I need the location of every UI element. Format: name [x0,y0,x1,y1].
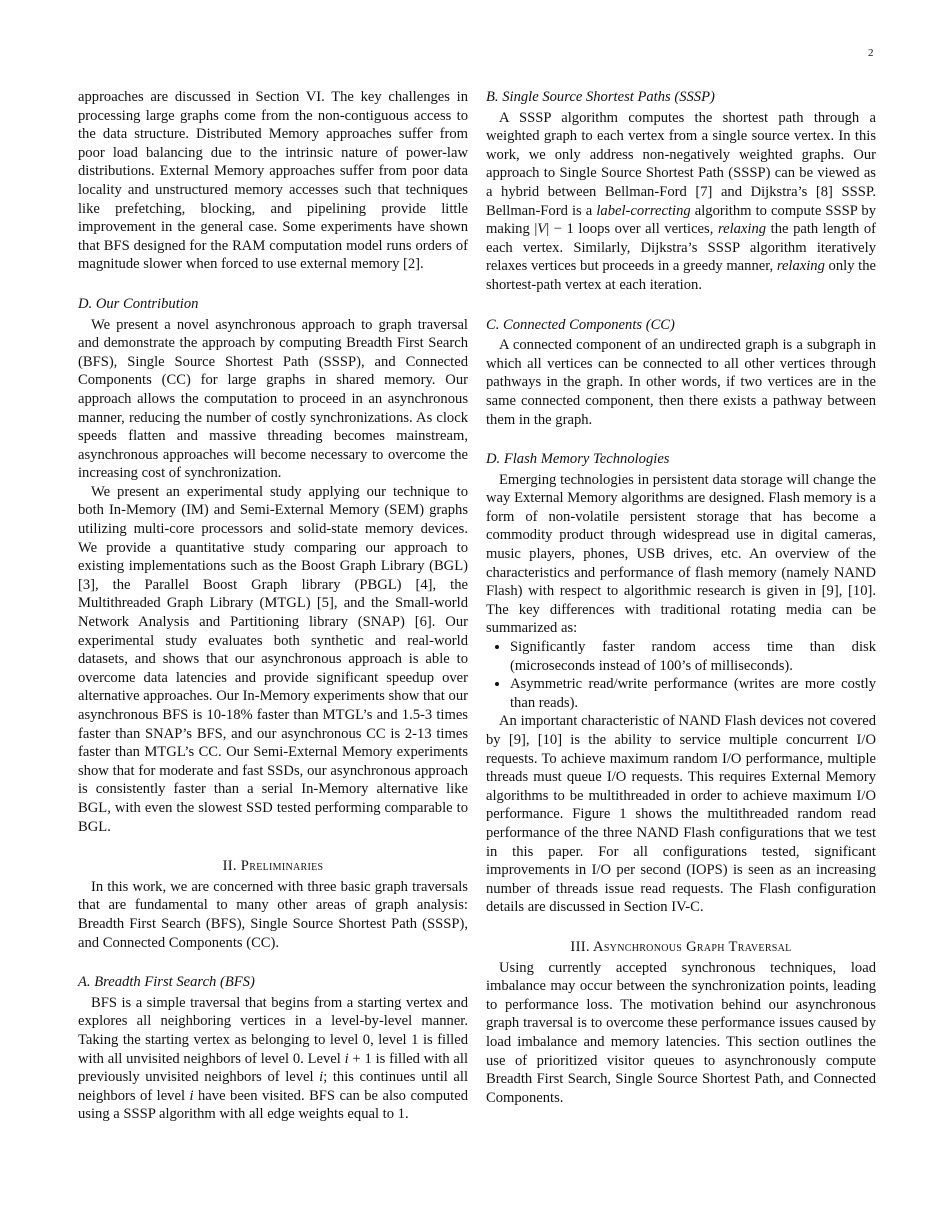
text-segment: | − 1 loops over all vertices, [546,221,718,238]
paragraph-intro [78,88,468,274]
italic-text: relaxing [776,258,825,275]
italic-text: i [344,1050,349,1067]
page-number: 2 [868,47,874,59]
paragraph-preliminaries [78,878,468,952]
text-segment: A connected component of an undirected graph is a subgraph in which all vertices can be connected to all other vertices through pathways in the graph. In other words, if two vertices are in the same connected component, then there exists a pathway between them in the graph. [486,337,876,428]
italic-text: relaxing [717,221,767,238]
text-segment: A SSSP algorithm computes the shortest path through a weighted graph to each vertex from a single source vertex. In this work, we only address non-negatively weighted graphs. Our approach to Single Source Shortest Path (SSSP) can be viewed as a hybrid between Bellman-Ford [7] and Dijkstra’s [8] SSSP. Bellman-Ford is a [486,109,876,219]
list-item: • Asymmetric read/write performance (writes are more costly than reads). [510,675,876,712]
text-segment: An important characteristic of NAND Flash devices not covered by [9], [10] is the ability to service multiple concurrent I/O requests. To achieve maximum random I/O performance, multiple threads must queue I/O requests. This requires External Memory algorithms to be multithreaded in order to achieve maximum I/O performance. Figure 1 shows the multithreaded random read performance of the three NAND Flash configurations that we test in this paper. For all configurations tested, significant improvements in I/O per second (IOPS) is seen as an increasing number of threads issue read requests. The Flash configuration details are discussed in Section IV-C. [486,713,876,916]
heading-cc: C. Connected Components (CC) [486,316,675,333]
right-column [486,88,876,1107]
paragraph-bfs [78,994,468,1124]
heading-preliminaries: II. Preliminaries [222,858,324,875]
heading-our-contribution: D. Our Contribution [78,295,199,312]
italic-text: label-correcting [596,202,691,219]
paragraph-flash-1 [486,471,876,638]
text-segment: In this work, we are concerned with three basic graph traversals that are fundamental to many other areas of graph analysis: Breadth First Search (BFS), Single Source Shortest Path (SSSP), and Connected Components (CC). [78,878,468,951]
paragraph-contribution-2 [78,483,468,836]
text-segment: Emerging technologies in persistent data storage will change the way External Memory algorithms are designed. Flash memory is a form of non-volatile persistent storage that has become a commodity product through widespread use in digital cameras, music players, phones, USB drives, etc. An overview of the characteristics and performance of flash memory (namely NAND Flash) with respect to algorithmic research is given in [9], [10]. The key differences with traditional rotating media can be summarized as: [486,471,876,637]
italic-text: i [189,1087,194,1104]
text-segment: have been visited. BFS can be also computed using a SSSP algorithm with all edge weights equal to 1. [78,1087,468,1123]
text-segment: We present an experimental study applying our technique to both In-Memory (IM) and Semi-External Memory (SEM) graphs utilizing multi-core processors and solid-state memory devices. We provide a quantitative study comparing our approach to existing implementations such as the Boost Graph Library (BGL) [3], the Parallel Boost Graph library (PBGL) [4], the Multithreaded Graph Library (MTGL) [5], and the Small-world Network Analysis and Partitioning library (SNAP) [6]. Our experimental study evaluates both synthetic and real-world datasets, and shows that our asynchronous approach is able to overcome data latencies and provide significant speedup over alternative approaches. Our In-Memory experiments show that our asynchronous BFS is 10-18% faster than MTGL’s and 1.5-3 times faster than SNAP’s BFS, and our asynchronous CC is 2-13 times faster than MTGL’s CC. Our Semi-External Memory experiments show that for moderate and fast SSDs, our asynchronous approach is consistently faster than a serial In-Memory alternative like BGL, with even the slowest SSD tested performing comparable to BGL. [78,483,468,835]
text-segment: ; this continues until all neighbors of level [78,1069,468,1104]
heading-async-traversal: III. Asynchronous Graph Traversal [570,938,792,955]
paragraph-cc [486,336,876,429]
paragraph-flash-2 [486,712,876,917]
italic-text: V [537,221,547,238]
text-segment: + 1 is filled with all previously unvisited neighbors of level [78,1050,469,1086]
list-item: • Significantly faster random access time than disk (microseconds instead of 100’s of milliseconds). [510,638,876,675]
heading-sssp: B. Single Source Shortest Paths (SSSP) [486,89,715,105]
flash-differences-list [486,638,876,712]
text-segment: We present a novel asynchronous approach to graph traversal and demonstrate the approach by computing Breadth First Search (BFS), Single Source Shortest Path (SSSP), and Connected Components (CC) for large graphs in shared memory. Our approach allows the computation to proceed in an asynchronous manner, reducing the number of costly synchronizations. As clock speeds flatten and massive threading becomes mainstream, asynchronous approaches will become necessary to overcome the increasing cost of synchronization. [78,316,468,482]
heading-flash: D. Flash Memory Technologies [486,451,670,468]
text-segment: only the shortest-path vertex at each iteration. [486,258,876,293]
text-segment: algorithm to compute SSSP by making | [486,202,876,238]
paragraph-async [486,959,876,1108]
paragraph-contribution-1 [78,316,468,483]
left-column [78,88,468,1124]
heading-bfs: A. Breadth First Search (BFS) [78,974,255,991]
text-segment: BFS is a simple traversal that begins from a starting vertex and explores all neighboring vertices in a level-by-level manner. Taking the starting vertex as belonging to level 0, level 1 is filled with all unvisited neighbors of level 0. Level [78,994,468,1067]
text-segment: approaches are discussed in Section VI. The key challenges in processing large graphs come from the non-contiguous access to the data structure. Distributed Memory approaches suffer from poor load balancing due to the intrinsic nature of power-law distributions. External Memory approaches suffer from poor data locality and unstructured memory accesses such that techniques like prefetching, blocking, and pipelining provide little improvement in the general case. Some experiments have shown that BFS designed for the RAM computation model runs orders of magnitude slower when forced to use external memory [2]. [78,89,468,273]
text-segment: Using currently accepted synchronous techniques, load imbalance may occur between the synchronization points, leading to performance loss. The motivation behind our asynchronous graph traversal is to overcome these performance issues caused by load imbalance and memory latencies. This section outlines the use of prioritized visitor queues to asynchronously compute Breadth First Search, Single Source Shortest Path, and Connected Components. [486,959,876,1106]
paragraph-sssp [486,109,876,295]
italic-text: i [319,1069,324,1086]
text-segment: the path length of each vertex. Similarly, Dijkstra’s SSSP algorithm iteratively relaxes vertices but proceeds in a greedy manner, [486,221,877,275]
